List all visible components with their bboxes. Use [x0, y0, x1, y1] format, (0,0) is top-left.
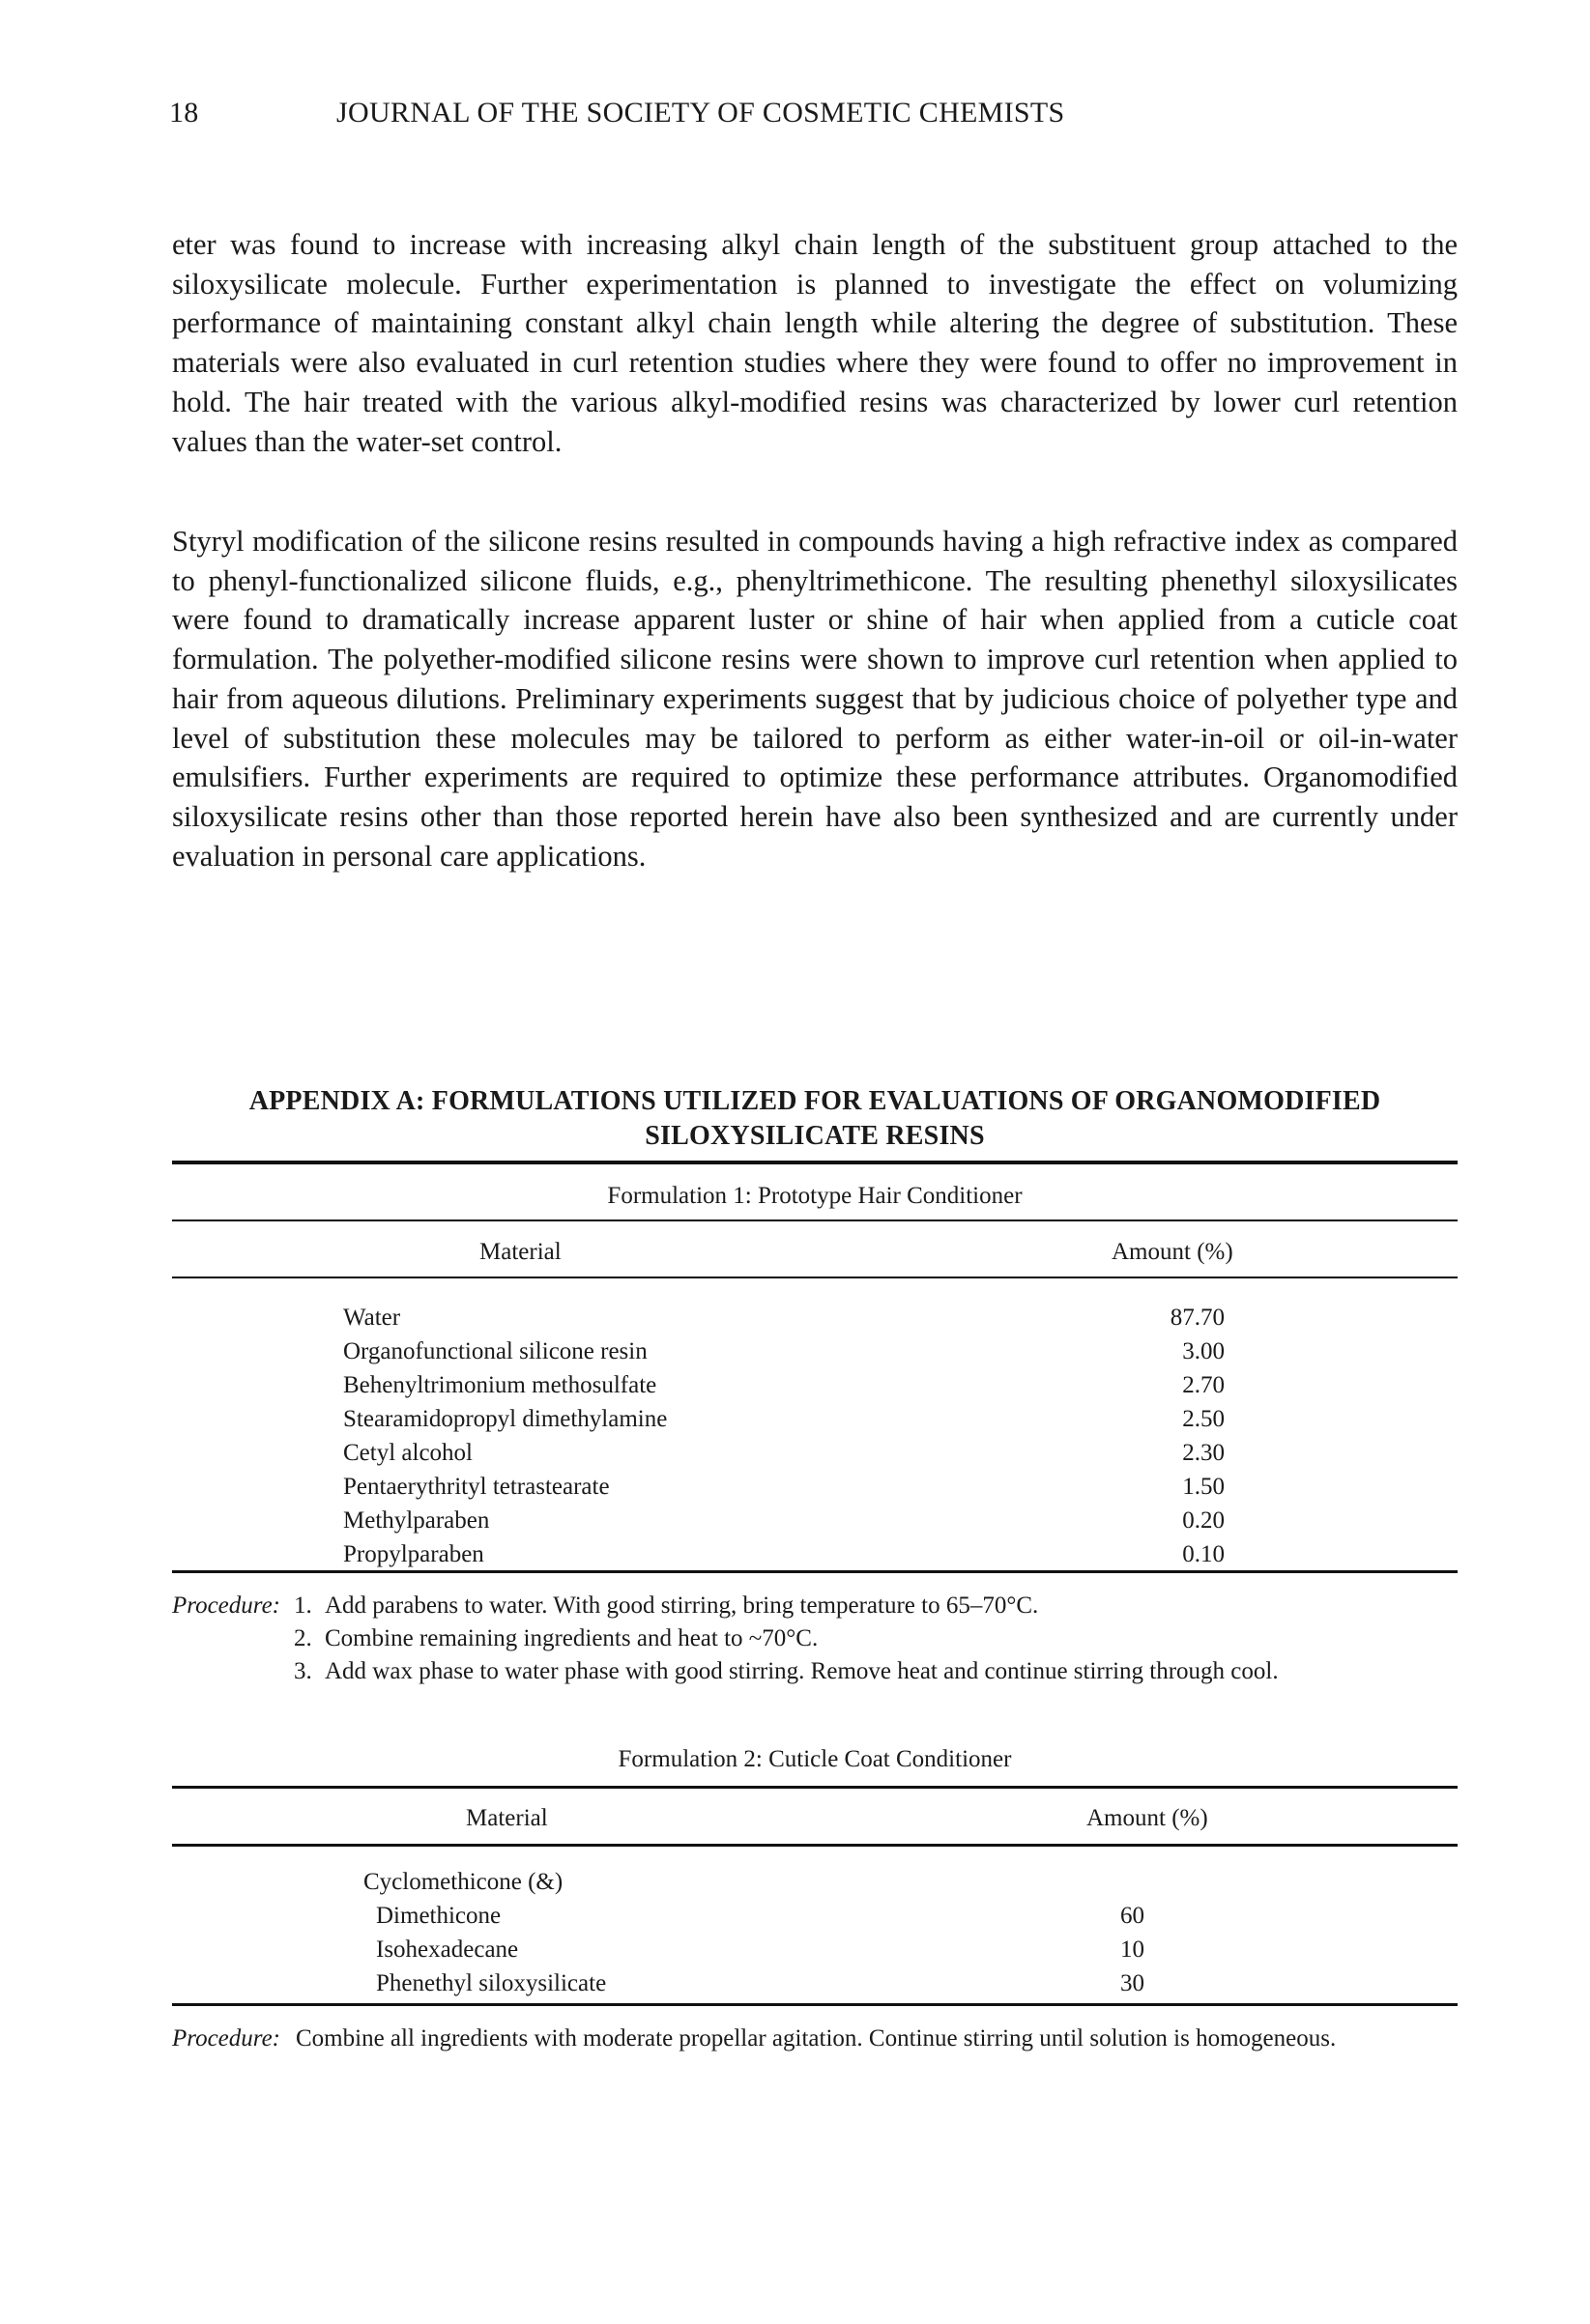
caption-rule [172, 1219, 1458, 1221]
material-amount: 0.20 [1182, 1507, 1225, 1534]
caption-rule [172, 1786, 1458, 1789]
material-name: Organofunctional silicone resin [343, 1338, 648, 1364]
material-name: Isohexadecane [376, 1937, 519, 1963]
formulation-1-caption: Formulation 1: Prototype Hair Conditioner [607, 1183, 1023, 1209]
column-header-amount: Amount (%) [1086, 1805, 1208, 1831]
step-text: Add wax phase to water phase with good stirring. Remove heat and continue stirring through cool. [325, 1658, 1279, 1684]
procedure-text: Combine all ingredients with moderate propellar agitation. Continue stirring until solution is homogeneous. [296, 2025, 1337, 2051]
running-header [0, 97, 1590, 135]
table-row [343, 1301, 1310, 1334]
step-number: 1. [294, 1592, 312, 1619]
material-amount: 3.00 [1182, 1338, 1225, 1364]
header-rule [172, 1277, 1458, 1278]
step-text: Add parabens to water. With good stirring, bring temperature to 65–70°C. [325, 1592, 1039, 1619]
table-top-rule [172, 1161, 1458, 1164]
header-rule [172, 1844, 1458, 1847]
table-row [343, 1504, 1310, 1537]
appendix-title [172, 1084, 1458, 1154]
material-name: Cyclomethicone (&) [363, 1869, 564, 1895]
table-row [343, 1470, 1310, 1504]
step-text: Combine remaining ingredients and heat to ~70°C. [325, 1625, 819, 1651]
formulation-2-caption: Formulation 2: Cuticle Coat Conditioner [618, 1746, 1012, 1772]
step-number: 3. [294, 1658, 312, 1684]
table-row [343, 1537, 1310, 1571]
material-amount: 1.50 [1182, 1474, 1225, 1500]
table-row [343, 1402, 1310, 1436]
material-name: Pentaerythrityl tetrastearate [343, 1474, 610, 1500]
table-row [343, 1368, 1310, 1402]
table-row [363, 1966, 1330, 2000]
material-name: Stearamidopropyl dimethylamine [343, 1406, 668, 1432]
formulation-1-procedure [172, 1590, 1458, 1725]
column-header-material: Material [466, 1805, 548, 1831]
material-name: Methylparaben [343, 1507, 490, 1534]
step-number: 2. [294, 1625, 312, 1651]
material-name: Cetyl alcohol [343, 1440, 473, 1466]
material-amount: 30 [1120, 1970, 1144, 1996]
table-row [363, 1899, 1330, 1933]
page-number: 18 [169, 97, 199, 129]
table-row [343, 1334, 1310, 1368]
table-row [363, 1865, 1330, 1899]
appendix-title-line-2: SILOXYSILICATE RESINS [645, 1121, 985, 1151]
formulation-2-rows [363, 1865, 1330, 2000]
table-bottom-rule [172, 2003, 1458, 2006]
material-amount: 0.10 [1182, 1541, 1225, 1567]
journal-title: JOURNAL OF THE SOCIETY OF COSMETIC CHEMISTS [336, 97, 1065, 129]
table-row [363, 1933, 1330, 1966]
material-amount: 2.30 [1182, 1440, 1225, 1466]
column-header-amount: Amount (%) [1112, 1239, 1233, 1265]
column-header-material: Material [479, 1239, 562, 1265]
table-row [343, 1436, 1310, 1470]
material-amount: 2.70 [1182, 1372, 1225, 1398]
material-amount: 10 [1120, 1937, 1144, 1963]
material-name: Water [343, 1305, 401, 1331]
body-paragraph-2: Styryl modification of the silicone resins resulted in compounds having a high refractive index as compared to phenyl-functionalized silicone fluids, e.g., phenyltrimethicone. The resulting phenethyl siloxysilicates were found to dramatically increase apparent luster or shine of hair when applied from a cuticle coat formulation. The polyether-modified silicone resins were shown to improve curl retention when applied to hair from aqueous dilutions. Preliminary experiments suggest that by judicious choice of polyether type and level of substitution these molecules may be tailored to perform as either water-in-oil or oil-in-water emulsifiers. Further experiments are required to optimize these performance attributes. Organomodified siloxysilicate resins other than those reported herein have also been synthesized and are currently under evaluation in personal care applications. [172, 525, 1458, 873]
material-amount: 60 [1120, 1903, 1144, 1929]
material-name: Behenyltrimonium methosulfate [343, 1372, 657, 1398]
material-name: Propylparaben [343, 1541, 484, 1567]
material-amount: 2.50 [1182, 1406, 1225, 1432]
formulation-1-rows [343, 1301, 1310, 1571]
table-bottom-rule [172, 1570, 1458, 1573]
material-name: Dimethicone [376, 1903, 502, 1929]
formulation-2-procedure [172, 2023, 1458, 2090]
procedure-label: Procedure: [172, 1592, 280, 1619]
appendix-title-line-1: APPENDIX A: FORMULATIONS UTILIZED FOR EVALUATIONS OF ORGANOMODIFIED [248, 1086, 1381, 1116]
material-name: Phenethyl siloxysilicate [376, 1970, 607, 1996]
procedure-label: Procedure: [172, 2025, 280, 2051]
body-paragraph-1: eter was found to increase with increasing alkyl chain length of the substituent group attached to the siloxysilicate molecule. Further experimentation is planned to investigate the effect on volumizing performance of maintaining constant alkyl chain length while altering the degree of substitution. These materials were also evaluated in curl retention studies where they were found to offer no improvement in hold. The hair treated with the various alkyl-modified resins was characterized by lower curl retention values than the water-set control. [172, 228, 1458, 458]
material-amount: 87.70 [1170, 1305, 1225, 1331]
